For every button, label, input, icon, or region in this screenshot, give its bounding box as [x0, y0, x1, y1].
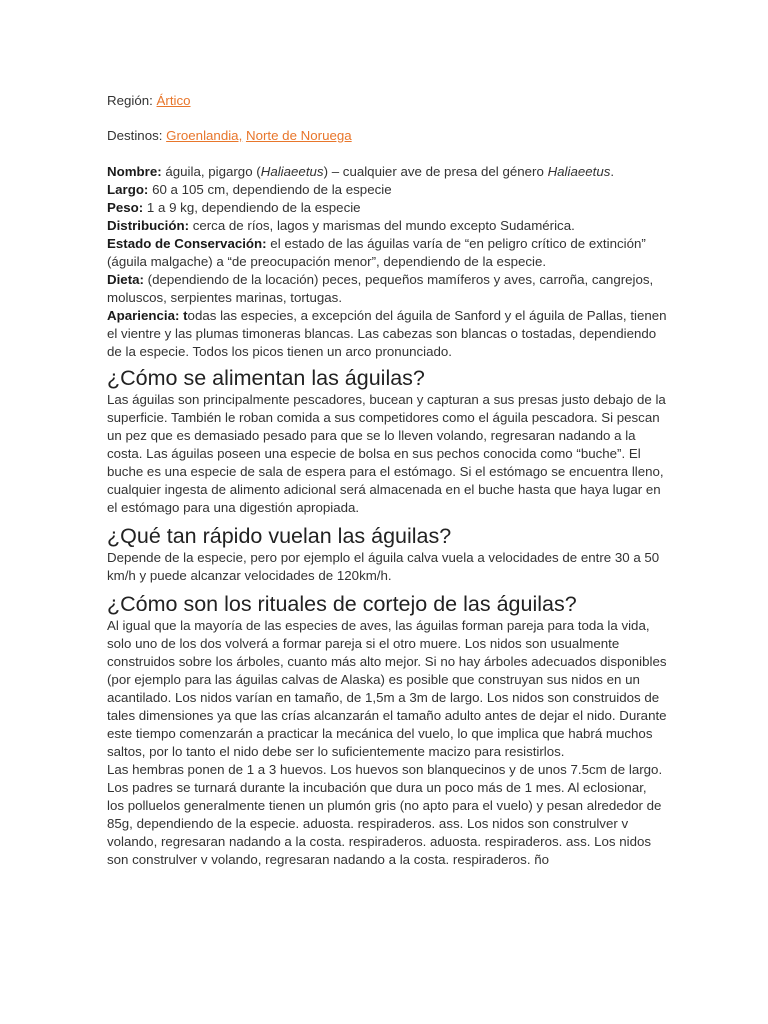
section-heading-velocidad: ¿Qué tan rápido vuelan las águilas? [107, 524, 452, 548]
facts-block [107, 163, 667, 361]
destination-link-groenlandia[interactable]: Groenlandia, [166, 128, 243, 143]
destinations-label: Destinos: [107, 128, 167, 143]
fact-appearance: Apariencia: todas las especies, a excepción del águila de Sanford y el águila de Pallas, tienen el vientre y las plumas timoneras blancas. Las cabezas son blancas o tostadas, dependiendo de la especie. Todos los picos tienen un arco pronunciado. [107, 308, 667, 359]
document-content [107, 92, 667, 869]
fact-diet: Dieta: (dependiendo de la locación) peces, pequeños mamíferos y aves, carroña, cangrejos, moluscos, serpientes marinas, tortugas. [107, 272, 654, 305]
destination-link-norte-de-noruega[interactable]: Norte de Noruega [245, 128, 352, 143]
region-label: Región: [107, 93, 157, 108]
section-body-cortejo: Al igual que la mayoría de las especies de aves, las águilas forman pareja para toda la vida, solo uno de los dos volverá a formar pareja si el otro muere. Los nidos son usualmente construidos sobre los árboles, cuanto más alto mejor. Si no hay árboles adecuados disponibles (por ejemplo para las águilas calvas de Alaska) es posible que construyan sus nidos en un acantilado. Los nidos varían en tamaño, de 1,5m a 3m de largo. Los nidos son construidos de tales dimensiones ya que las crías alcanzarán el tamaño adulto antes de dejar el nido. Durante este tiempo comenzarán a practicar la mecánica del vuelo, lo que implica que habrá muchos saltos, por lo tanto el nido debe ser lo suficientemente macizo para resistirlos. [107, 618, 667, 759]
section-body-velocidad: Depende de la especie, pero por ejemplo el águila calva vuela a velocidades de entre 30 a 50 km/h y puede alcanzar velocidades de 120km/h. [107, 550, 660, 583]
section-heading-alimentacion: ¿Cómo se alimentan las águilas? [107, 366, 425, 390]
fact-distribution: Distribución: cerca de ríos, lagos y marismas del mundo excepto Sudamérica. [107, 218, 575, 233]
fact-length: Largo: 60 a 105 cm, dependiendo de la especie [107, 182, 392, 197]
region-line [107, 92, 667, 110]
section-heading-cortejo: ¿Cómo son los rituales de cortejo de las águilas? [107, 592, 577, 616]
fact-conservation: Estado de Conservación: el estado de las águilas varía de “en peligro crítico de extinción” (águila malgache) a “de preocupación menor”, dependiendo de la especie. [107, 236, 646, 269]
destinations-line [107, 127, 667, 145]
fact-name: Nombre: águila, pigargo (Haliaeetus) – cualquier ave de presa del género Haliaeetus. [107, 164, 615, 179]
region-link-artico[interactable]: Ártico [156, 93, 191, 108]
fact-weight: Peso: 1 a 9 kg, dependiendo de la especie [107, 200, 361, 215]
section-body-cortejo-2: Las hembras ponen de 1 a 3 huevos. Los huevos son blanquecinos y de unos 7.5cm de largo. Los padres se turnará durante la incubación que dura un poco más de 1 mes. Al eclosionar, los polluelos generalmente tienen un plumón gris (no apto para el vuelo) y pesan alrededor de 85g, dependiendo de la especie. aduosta. respiraderos. ass. Los nidos son construlver v volando, regresaran nadando a la costa. respiraderos. aduosta. respiraderos. ass. Los nidos son construlver v volando, regresaran nadando a la costa. respiraderos. ño [107, 762, 663, 867]
section-body-alimentacion: Las águilas son principalmente pescadores, bucean y capturan a sus presas justo debajo de la superficie. También le roban comida a sus competidores como el águila pescadora. Si pescan un pez que es demasiado pesado para que se lo lleven volando, regresaran nadando a la costa. Las águilas poseen una especie de bolsa en sus pechos conocida como “buche”. El buche es una especie de sala de espera para el estómago. Si el estómago se encuentra lleno, cualquier ingesta de alimento adicional será almacenada en el buche hasta que haya lugar en el estómago para una digestión apropiada. [107, 392, 666, 515]
